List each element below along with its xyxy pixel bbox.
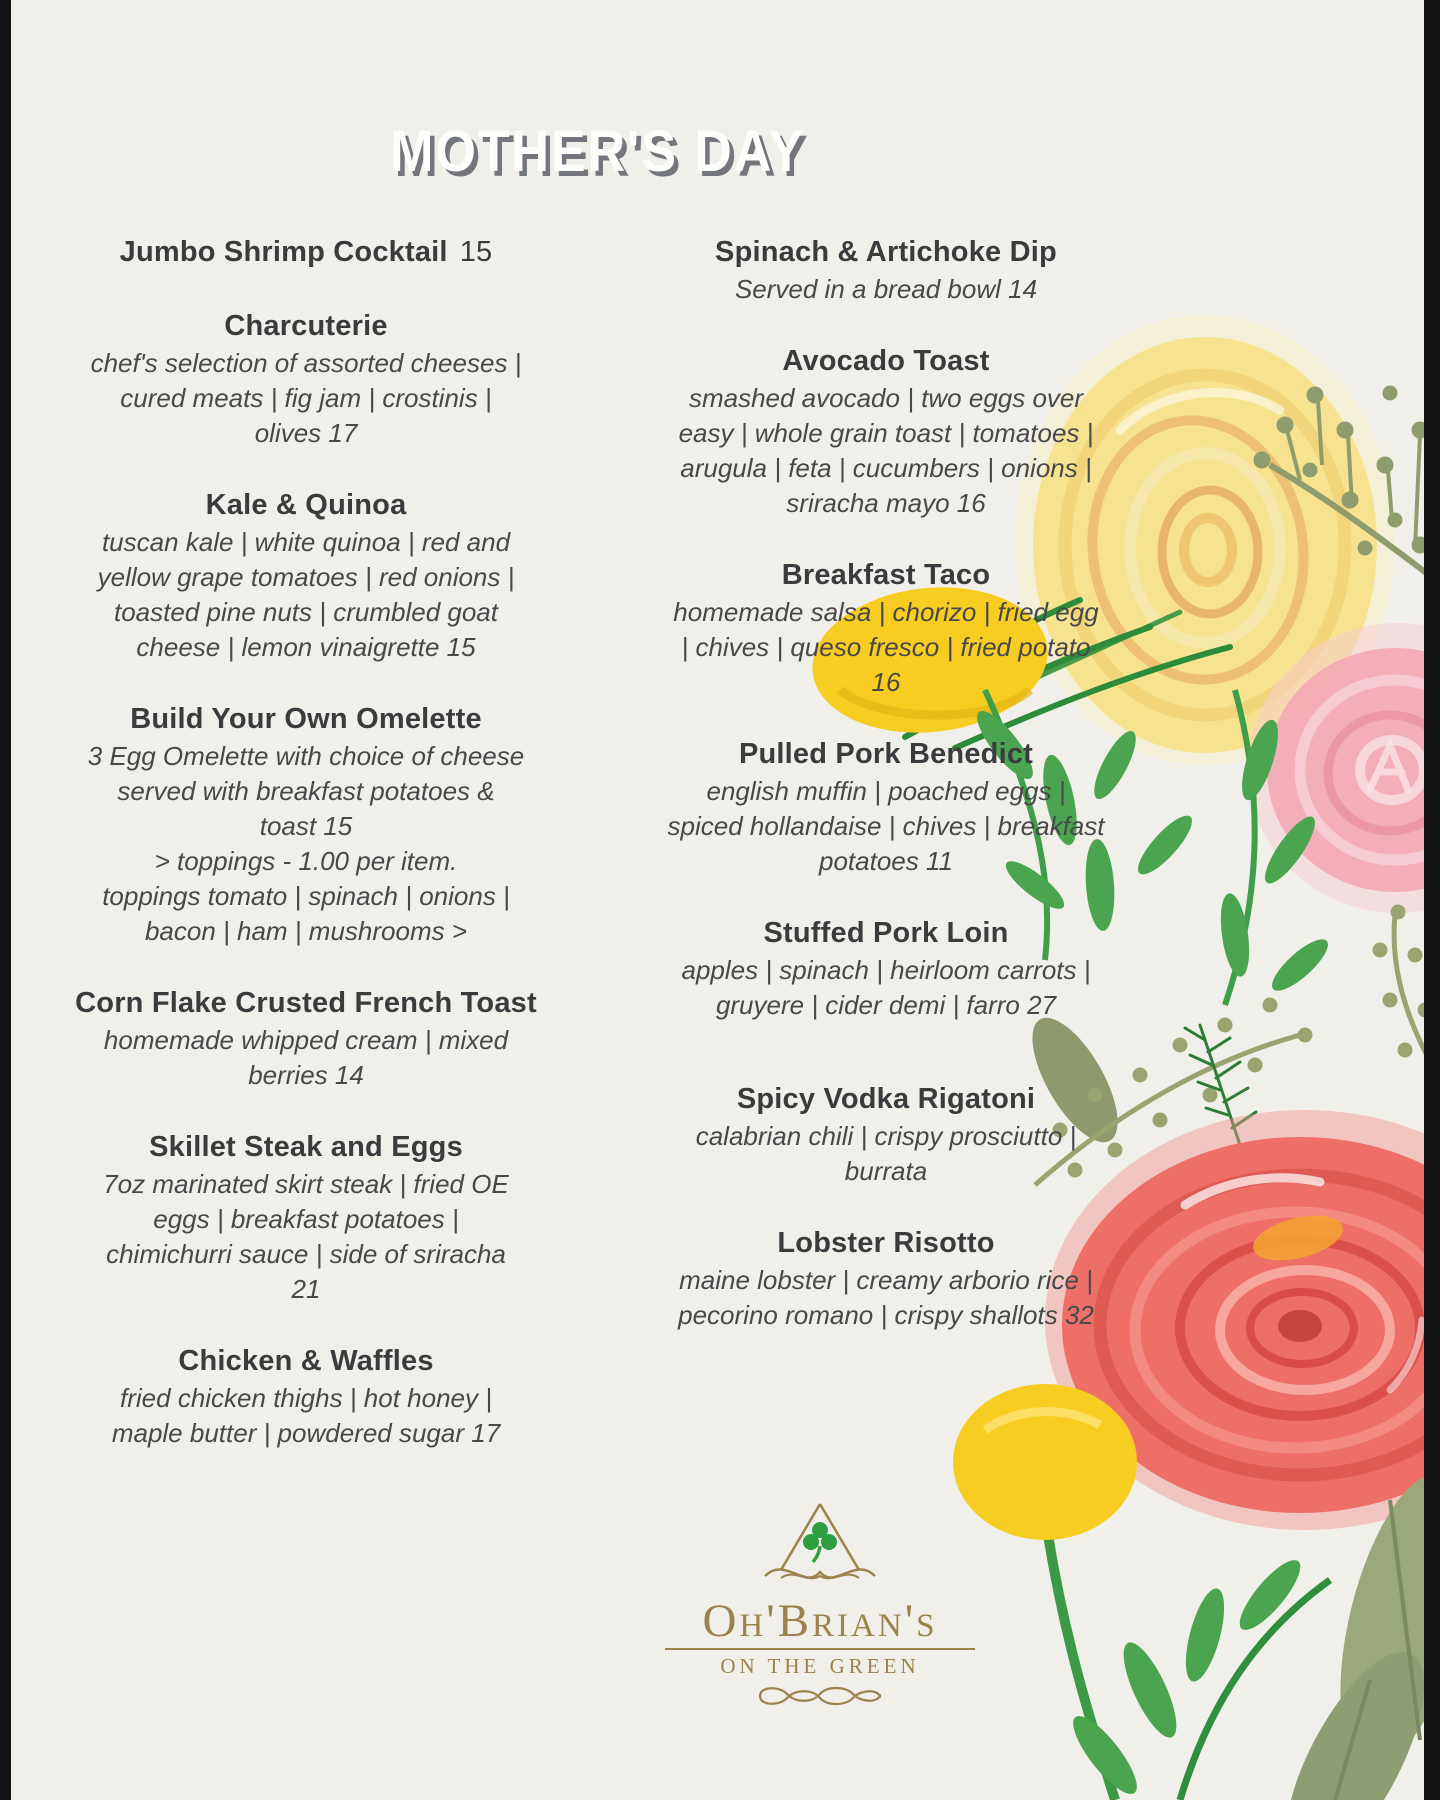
menu-item-desc-line: easy | whole grain toast | tomatoes | xyxy=(678,418,1094,448)
menu-item-desc-line: eggs | breakfast potatoes | xyxy=(153,1204,459,1234)
menu-item-desc-line: burrata xyxy=(844,1156,928,1186)
menu-item-desc-line: toast 15 xyxy=(259,811,353,841)
menu-item xyxy=(612,1079,1160,1189)
menu-item-name: Lobster Risotto xyxy=(777,1227,995,1259)
menu-item-desc-line: spiced hollandaise | chives | breakfast xyxy=(667,811,1105,841)
menu-item-desc-line: chef's selection of assorted cheeses | xyxy=(90,348,522,378)
menu-item-name: Chicken & Waffles xyxy=(178,1345,434,1377)
menu-item-desc-line: bacon | ham | mushrooms > xyxy=(144,916,468,946)
menu-item-desc-line: homemade salsa | chorizo | fried egg xyxy=(673,597,1099,627)
menu-item-desc-line: sriracha mayo 16 xyxy=(786,488,986,518)
menu-item-desc-line: 21 xyxy=(291,1274,321,1304)
menu-item xyxy=(42,699,570,949)
menu-item xyxy=(42,485,570,665)
menu-item-desc-line: apples | spinach | heirloom carrots | xyxy=(681,955,1091,985)
menu-item-desc-line: > toppings - 1.00 per item. xyxy=(154,846,458,876)
menu-item-desc-line: | chives | queso fresco | fried potato xyxy=(681,632,1091,662)
menu-item-name: Skillet Steak and Eggs xyxy=(149,1131,463,1163)
left-border-bar xyxy=(0,0,11,1800)
menu-item xyxy=(612,734,1160,879)
menu-item-name: Breakfast Taco xyxy=(781,559,991,591)
logo-name: Oh'Brian's xyxy=(702,1595,938,1647)
menu-item-desc-line: english muffin | poached eggs | xyxy=(706,776,1066,806)
page-title: MOTHER'S DAY xyxy=(390,119,806,184)
shamrock-icon xyxy=(803,1522,837,1562)
menu-item-desc-line: chimichurri sauce | side of sriracha xyxy=(106,1239,506,1269)
menu-item-desc-line: arugula | feta | cucumbers | onions | xyxy=(680,453,1092,483)
menu-item-desc-line: 3 Egg Omelette with choice of cheese xyxy=(87,741,525,771)
menu-item-name: Avocado Toast xyxy=(782,345,990,377)
menu-item-desc-line: gruyere | cider demi | farro 27 xyxy=(715,990,1057,1020)
menu-item-name: Stuffed Pork Loin xyxy=(763,917,1009,949)
menu-item-desc-line: cheese | lemon vinaigrette 15 xyxy=(136,632,476,662)
menu-item xyxy=(42,306,570,451)
logo-flourish-icon xyxy=(735,1679,905,1713)
menu-column-right xyxy=(612,232,1160,1367)
menu-item-desc-line: cured meats | fig jam | crostinis | xyxy=(120,383,492,413)
restaurant-logo xyxy=(620,1498,1020,1713)
menu-item-desc-line: maple butter | powdered sugar 17 xyxy=(111,1418,501,1448)
menu-item xyxy=(612,1223,1160,1333)
menu-item-desc-line: 7oz marinated skirt steak | fried OE xyxy=(103,1169,509,1199)
menu-item-name: Pulled Pork Benedict xyxy=(738,738,1034,770)
page-title-wrap xyxy=(0,118,1196,185)
menu-item-name: Spicy Vodka Rigatoni xyxy=(736,1083,1036,1115)
menu-item-desc-line: 16 xyxy=(871,667,901,697)
menu-item xyxy=(612,341,1160,521)
menu-item xyxy=(612,913,1160,1023)
logo-tagline: ON THE GREEN xyxy=(720,1654,920,1678)
menu-item xyxy=(42,232,570,272)
menu-column-left xyxy=(42,232,570,1485)
menu-item xyxy=(42,983,570,1093)
right-border-bar xyxy=(1424,0,1440,1800)
menu-item xyxy=(42,1341,570,1451)
logo-rule xyxy=(665,1648,975,1650)
menu-item-desc-line: fried chicken thighs | hot honey | xyxy=(120,1383,492,1413)
menu-item-desc-line: toasted pine nuts | crumbled goat xyxy=(114,597,498,627)
menu-item-desc-line: olives 17 xyxy=(254,418,358,448)
menu-item-desc-line: toppings tomato | spinach | onions | xyxy=(102,881,510,911)
menu-item xyxy=(612,232,1160,307)
menu-item-name: Kale & Quinoa xyxy=(205,489,407,521)
menu-item xyxy=(42,1127,570,1307)
menu-item-name: Spinach & Artichoke Dip xyxy=(715,236,1057,268)
menu-item-name: Corn Flake Crusted French Toast xyxy=(75,987,537,1019)
menu-item-desc-line: homemade whipped cream | mixed xyxy=(103,1025,509,1055)
logo-crest-shamrock-icon xyxy=(735,1498,905,1594)
menu-item-desc-line: potatoes 11 xyxy=(819,846,953,876)
menu-item-desc-line: smashed avocado | two eggs over xyxy=(688,383,1084,413)
menu-item-name: Jumbo Shrimp Cocktail 15 xyxy=(119,236,493,268)
menu-item xyxy=(612,555,1160,700)
menu-item-desc-line: served with breakfast potatoes & xyxy=(117,776,495,806)
menu-item-desc-line: yellow grape tomatoes | red onions | xyxy=(97,562,515,592)
menu-item-desc-line: tuscan kale | white quinoa | red and xyxy=(101,527,511,557)
menu-item-desc-line: maine lobster | creamy arborio rice | xyxy=(679,1265,1093,1295)
menu-item-name: Build Your Own Omelette xyxy=(130,703,482,735)
menu-item-name: Charcuterie xyxy=(224,310,388,342)
menu-item-desc-line: Served in a bread bowl 14 xyxy=(734,274,1038,304)
menu-item-desc-line: calabrian chili | crispy prosciutto | xyxy=(695,1121,1077,1151)
menu-item-price: 15 xyxy=(459,236,493,268)
menu-item-desc-line: pecorino romano | crispy shallots 32 xyxy=(678,1300,1094,1330)
menu-item-desc-line: berries 14 xyxy=(248,1060,364,1090)
